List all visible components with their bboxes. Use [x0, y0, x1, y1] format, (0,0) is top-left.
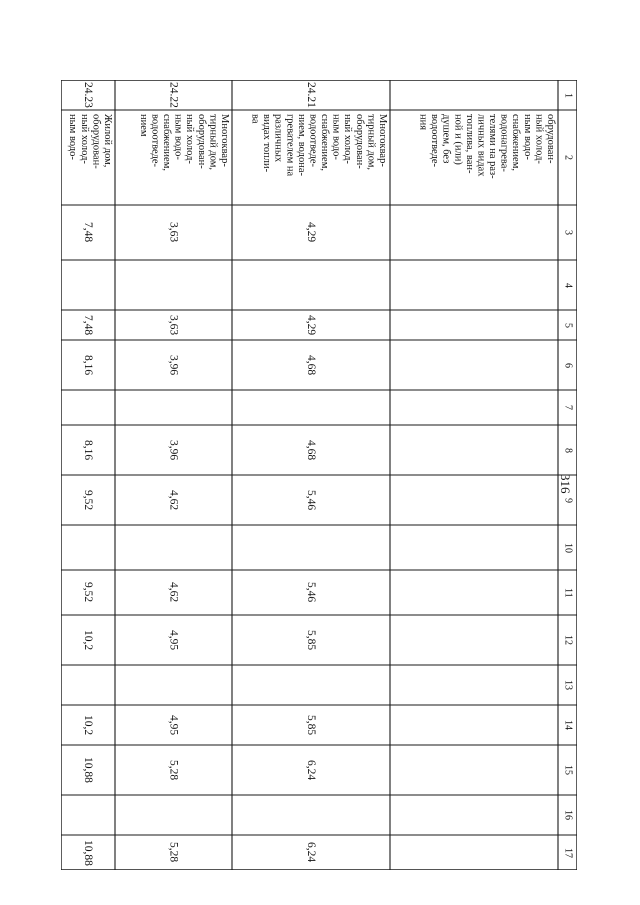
tariff-value — [390, 310, 558, 340]
tariff-value: 3,63 — [167, 314, 180, 336]
column-header: 14 — [562, 720, 574, 730]
tariff-value: 3,96 — [167, 439, 180, 461]
tariff-value: 6,24 — [305, 759, 317, 781]
tariff-value — [390, 705, 558, 745]
column-header: 13 — [562, 680, 574, 690]
tariff-value — [232, 390, 390, 425]
tariff-value: 4,68 — [305, 439, 317, 461]
tariff-value: 6,24 — [305, 842, 317, 863]
column-header: 16 — [562, 810, 574, 820]
tariff-value — [390, 615, 558, 665]
column-header: 1 — [562, 92, 574, 98]
column-header: 3 — [562, 230, 574, 235]
tariff-value — [390, 525, 558, 570]
tariff-value: 4,95 — [167, 629, 180, 651]
tariff-value: 4,68 — [305, 354, 317, 376]
column-header: 11 — [562, 587, 574, 598]
row-id: 24.21 — [305, 82, 317, 108]
tariff-value — [390, 745, 558, 795]
column-header: 12 — [562, 635, 574, 645]
tariff-table — [61, 80, 577, 870]
tariff-value: 10,2 — [82, 629, 94, 651]
column-header: 2 — [562, 155, 574, 160]
tariff-value — [61, 665, 115, 705]
tariff-value: 10,2 — [82, 714, 94, 736]
tariff-value — [390, 475, 558, 525]
tariff-value — [61, 525, 115, 570]
tariff-value: 4,62 — [167, 489, 180, 511]
tariff-value — [390, 340, 558, 390]
tariff-value: 3,63 — [167, 222, 180, 243]
tariff-value: 5,46 — [305, 582, 317, 603]
column-header: 5 — [562, 322, 574, 328]
tariff-value — [390, 205, 558, 260]
tariff-value — [61, 260, 115, 310]
tariff-value — [115, 665, 232, 705]
tariff-value — [390, 835, 558, 870]
tariff-value — [232, 665, 390, 705]
column-header: 9 — [562, 497, 574, 503]
tariff-value: 4,29 — [305, 222, 317, 243]
tariff-value: 5,28 — [167, 842, 180, 863]
column-header: 4 — [562, 282, 574, 288]
tariff-value: 9,52 — [82, 489, 94, 511]
tariff-value: 5,28 — [167, 759, 180, 781]
tariff-value: 4,29 — [305, 314, 317, 336]
tariff-value — [390, 665, 558, 705]
tariff-value — [232, 260, 390, 310]
column-header: 10 — [562, 542, 574, 553]
tariff-value — [115, 260, 232, 310]
row-description: Многоквар- тирный дом, оборудован- ный холод- ным водо- снабжением, водоотведе- нием — [137, 114, 230, 171]
tariff-value: 7,48 — [82, 314, 94, 336]
column-header: 6 — [562, 362, 574, 368]
tariff-value: 4,95 — [167, 714, 180, 736]
tariff-value: 8,16 — [82, 439, 94, 461]
tariff-value — [232, 525, 390, 570]
tariff-value: 4,62 — [167, 582, 180, 603]
tariff-value — [115, 390, 232, 425]
tariff-value — [390, 260, 558, 310]
row-id: 24.23 — [82, 82, 94, 108]
tariff-value — [115, 795, 232, 835]
page-number: 316 — [558, 474, 573, 494]
column-header: 17 — [562, 847, 574, 858]
row-description: обрудован- ный холод- ным водо- снабжением, водонагрева- телями на раз- личных видах топлива, ван- ной и (или) душем, без водоотведе- ния — [417, 114, 556, 179]
tariff-value: 5,46 — [305, 489, 317, 511]
column-header: 15 — [562, 765, 574, 775]
row-id — [390, 80, 558, 110]
tariff-value — [61, 795, 115, 835]
row-description: Жилой дом, оборудован- ный холод- ным водо- — [67, 114, 113, 169]
tariff-value: 3,96 — [167, 354, 180, 376]
tariff-value: 10,88 — [82, 839, 94, 866]
tariff-value — [115, 525, 232, 570]
tariff-value: 8,16 — [82, 354, 94, 376]
tariff-value — [390, 795, 558, 835]
tariff-value: 10,88 — [82, 757, 94, 783]
tariff-value — [61, 390, 115, 425]
tariff-value — [390, 390, 558, 425]
column-header: 7 — [562, 405, 574, 410]
tariff-value: 5,85 — [305, 629, 317, 651]
column-header: 8 — [562, 447, 574, 453]
tariff-value — [390, 425, 558, 475]
tariff-value — [232, 795, 390, 835]
row-id: 24.22 — [167, 82, 180, 108]
tariff-value: 9,52 — [82, 582, 94, 603]
tariff-value: 7,48 — [82, 222, 94, 243]
row-description: Многоквар- тирный дом, оборудован- ный холод- ным водо- снабжением, водоотведе- нием, водона- гревателем на различных видах топли- ва — [249, 114, 388, 177]
tariff-value: 5,85 — [305, 714, 317, 736]
tariff-value — [390, 570, 558, 615]
